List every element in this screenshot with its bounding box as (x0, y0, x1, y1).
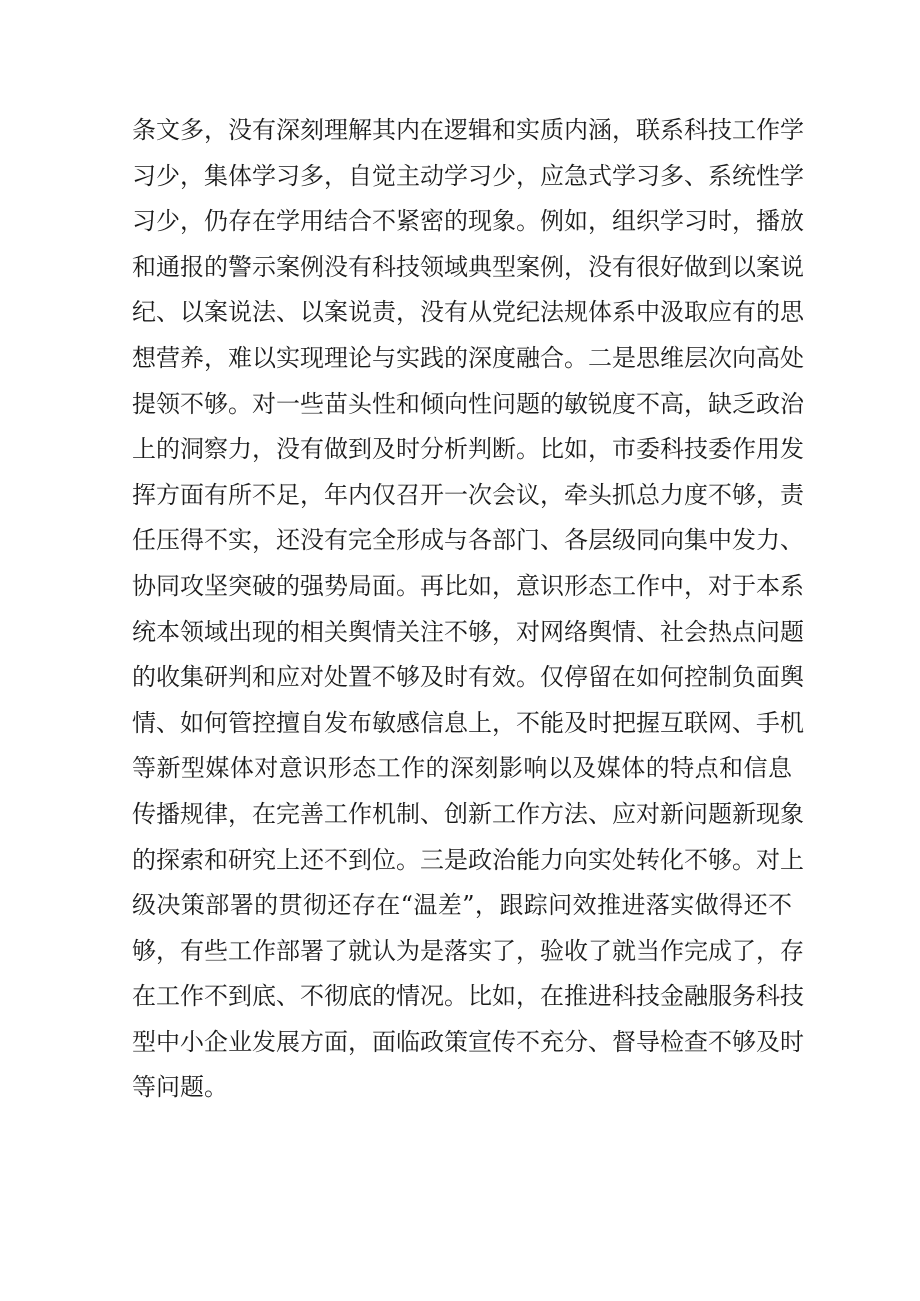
text-line: 协同攻坚突破的强势局面。再比如，意识形态工作中，对于本系 (132, 571, 804, 600)
text-line: 在工作不到底、不彻底的情况。比如，在推进科技金融服务科技 (132, 982, 804, 1011)
text-line: 任压得不实，还没有完全形成与各部门、各层级同向集中发力、 (132, 526, 804, 555)
text-line: 的探索和研究上还不到位。三是政治能力向实处转化不够。对上 (132, 845, 804, 874)
text-line: 挥方面有所不足，年内仅召开一次会议，牵头抓总力度不够，责 (132, 480, 804, 509)
text-line: 等问题。 (132, 1073, 228, 1102)
text-line: 和通报的警示案例没有科技领域典型案例，没有很好做到以案说 (132, 252, 804, 281)
text-line: 上的洞察力，没有做到及时分析判断。比如，市委科技委作用发 (132, 435, 804, 464)
text-line: 提领不够。对一些苗头性和倾向性问题的敏锐度不高，缺乏政治 (132, 389, 804, 418)
text-line: 想营养，难以实现理论与实践的深度融合。二是思维层次向高处 (132, 343, 804, 372)
text-line: 够，有些工作部署了就认为是落实了，验收了就当作完成了，存 (132, 936, 804, 965)
text-line: 的收集研判和应对处置不够及时有效。仅停留在如何控制负面舆 (132, 663, 804, 692)
text-line: 级决策部署的贯彻还存在“温差”，跟踪问效推进落实做得还不 (132, 891, 792, 920)
text-line: 条文多，没有深刻理解其内在逻辑和实质内涵，联系科技工作学 (132, 116, 804, 144)
text-line: 情、如何管控擅自发布敏感信息上，不能及时把握互联网、手机 (132, 708, 804, 737)
text-line: 等新型媒体对意识形态工作的深刻影响以及媒体的特点和信息 (132, 754, 792, 783)
text-line: 纪、以案说法、以案说责，没有从党纪法规体系中汲取应有的思 (132, 298, 804, 327)
body-paragraph (132, 108, 804, 1111)
text-line: 习少，集体学习多，自觉主动学习少，应急式学习多、系统性学 (132, 161, 804, 190)
text-line: 习少，仍存在学用结合不紧密的现象。例如，组织学习时，播放 (132, 207, 804, 236)
text-line: 统本领域出现的相关舆情关注不够，对网络舆情、社会热点问题 (132, 617, 804, 646)
text-line: 传播规律，在完善工作机制、创新工作方法、应对新问题新现象 (132, 799, 804, 828)
text-line: 型中小企业发展方面，面临政策宣传不充分、督导检查不够及时 (132, 1027, 804, 1056)
